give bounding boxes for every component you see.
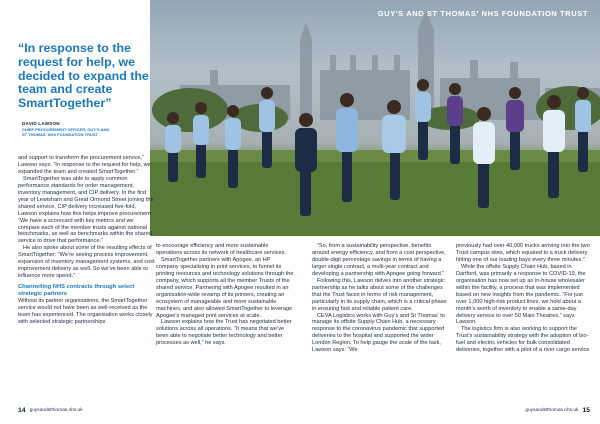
team-photo <box>150 0 600 236</box>
article-paragraph: The logistics firm is also working to support the Trust’s sustainability strategy with the adoption of bio-fuel and electric vehicles for bulk consolidated deliveries, together with a pilot of a river cargo service <box>456 326 590 354</box>
article-column-1 <box>18 155 156 326</box>
article-paragraph: to encourage efficiency and more sustainable operations across its network of healthcare services. <box>156 243 286 256</box>
quote-author-role <box>22 127 152 137</box>
team-photo-illustration <box>150 0 600 236</box>
pull-quote-attribution <box>22 121 152 137</box>
page-number: 15 <box>582 407 590 414</box>
article-paragraph: Lawson explains how the Trust has negotiated better solutions across all operations. “It means that we’ve been able to negotiate better technology and better processes as well,” he says. <box>156 319 292 347</box>
footer-website-link[interactable]: guysandstthomas.nhs.uk <box>29 408 83 413</box>
footer-website-link[interactable]: guysandstthomas.nhs.uk <box>525 408 579 413</box>
trust-banner: GUY'S AND ST THOMAS' NHS FOUNDATION TRUST <box>377 9 588 18</box>
article-paragraph: He also spoke about some of the resulting effects of SmartTogether: “We’re seeing process improvement, expansion of inventory management systems, and cost improvement delivery as well. So we’ve been able to influence more spend.” <box>18 245 155 280</box>
article-paragraph: and support to transform the procurement service,” Lawson says. “In response to the request for help, we expanded the team and created SmartTogether.” <box>18 155 151 175</box>
quote-author-role-line1: CHIEF PROCUREMENT OFFICER, GUY'S AND <box>22 127 110 132</box>
article-paragraph: previously had over 40,000 trucks arriving into the two Trust campus sites, which equated to a truck delivery hitting one of our loading bays every three minutes.” <box>456 243 590 263</box>
footer-right <box>525 407 590 414</box>
article-column-4 <box>456 243 590 354</box>
article-column-3 <box>312 243 448 354</box>
article-paragraph: CEVA Logistics works with Guy’s and St Thomas’ to manage its offsite Supply Chain Hub, a necessary response to the coronavirus pandemic that supported deliveries to the hospital and supported the wider London Region. To help gauge the scale of the task, Lawson says: “We <box>312 312 445 354</box>
page-number: 14 <box>18 407 26 414</box>
article-paragraph: SmartTogether was able to apply common performance standards for order management, inventory management, and CIP delivery. In the first year of Lewisham and Great Ormond Street joining the shared service, CIP delivery increased five-fold, Lawson explains how this helps improve procurement: “We have a scorecard with key metrics and we compare each of the member trusts against national benchmarks, as well as benchmarks within the shared service to drive that performance.” <box>18 175 154 245</box>
article-paragraph: “So, from a sustainability perspective, benefits around energy efficiency, and from a cost perspective, double-digit percentage savings in terms of having a larger single contract, a multi-year contract and developing a partnership with Apogee going forward.” <box>312 243 446 277</box>
article-paragraph: SmartTogether partners with Apogee, an HP company specialising in print services, to funnel its printing resources and technology solutions through the company, which supports all the member Trusts of the shared service. Partnering with Apogee resulted in an organisation-wide revamp of its printers, creating an ecosystem of manageable and more sustainable machines, and also allowed SmartTogether to leverage Apogee’s managed print services at scale. <box>156 256 294 319</box>
article-paragraph: While the offsite Supply Chain Hub, based in Dartford, was primarily a response to COVID-19, the organisation has now set up an in-house wholesaler within the facility, a process that was implemented based on new insights from the pandemic. “For just over 1,000 high-risk product lines, we hold about a month’s worth of inventory to enable a same-day delivery service to over 50 Main Theatres,” says Lawson. <box>456 263 586 326</box>
pull-quote: “In response to the request for help, we decided to expand the team and create SmartTogether” <box>18 41 149 111</box>
article-column-2 <box>156 243 294 347</box>
quote-author-name: DAVID LAWSON <box>22 121 60 126</box>
article-paragraph: Following this, Lawson delves into another strategic partnership as he talks about some of the challenges that the Trust faces in terms of risk management, particularly in its supply chain, which is a critical phase in ensuring fast and reliable patient care. <box>312 277 447 312</box>
section-heading: Channelling NHS contracts through select strategic partners <box>18 284 135 297</box>
footer-left <box>18 407 83 414</box>
quote-author-role-line2: ST THOMAS' NHS FOUNDATION TRUST <box>22 132 98 138</box>
article-paragraph: Without its partner organisations, the SmartTogether service would not have been as well-received as the team has experienced. The organisation works closely with selected strategic partnerships <box>18 297 153 325</box>
